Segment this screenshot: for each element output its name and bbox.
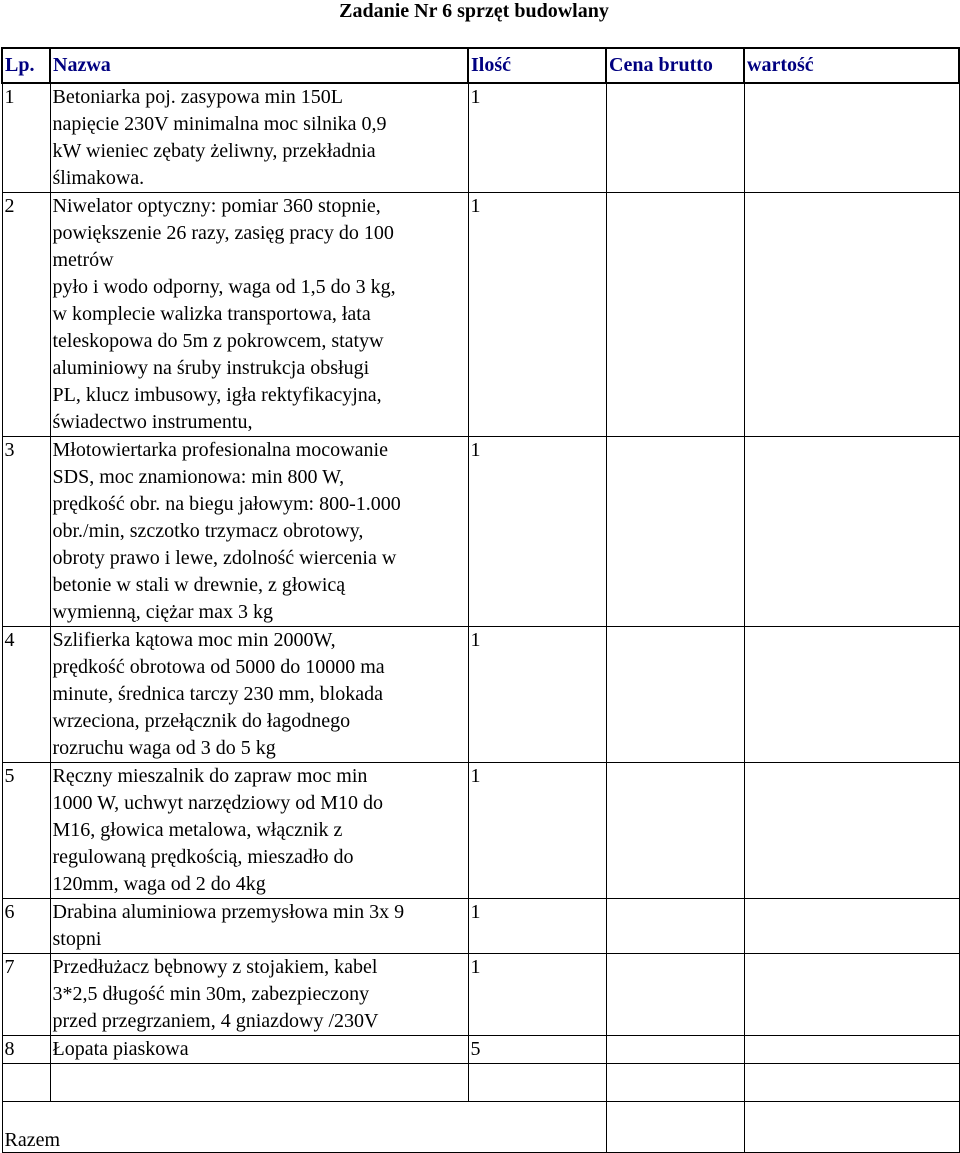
empty-cell[interactable] [606, 1064, 744, 1102]
header-lp: Lp. [2, 48, 50, 83]
row-qty: 1 [468, 763, 606, 899]
document-title: Zadanie Nr 6 sprzęt budowlany [339, 0, 609, 22]
empty-cell [468, 1064, 606, 1102]
row-value[interactable] [744, 437, 959, 627]
row-qty: 5 [468, 1036, 606, 1064]
table-row [2, 1036, 959, 1064]
row-name: Młotowiertarka profesionalna mocowanie SDS, moc znamionowa: min 800 W, prędkość obr. na biegu jałowym: 800-1.000 obr./min, szczotko trzymacz obrotowy, obroty prawo i lewe, zdolność wiercenia w betonie w stali w drewnie, z głowicą wymienną, ciężar max 3 kg [50, 437, 468, 627]
row-price[interactable] [606, 193, 744, 437]
row-name: Przedłużacz bębnowy z stojakiem, kabel 3*2,5 długość min 30m, zabezpieczony przed przegrzaniem, 4 gniazdowy /230V [50, 954, 468, 1036]
header-price: Cena brutto [606, 48, 744, 83]
table-header-row [2, 48, 959, 83]
table-row [2, 193, 959, 437]
table-row [2, 83, 959, 193]
header-value: wartość [744, 48, 959, 83]
row-qty: 1 [468, 437, 606, 627]
row-lp: 7 [2, 954, 50, 1036]
row-qty: 1 [468, 899, 606, 954]
summary-price[interactable] [606, 1102, 744, 1153]
row-lp: 8 [2, 1036, 50, 1064]
row-name: Łopata piaskowa [50, 1036, 468, 1064]
row-lp: 6 [2, 899, 50, 954]
row-lp: 3 [2, 437, 50, 627]
table-row [2, 437, 959, 627]
empty-cell [50, 1064, 468, 1102]
table-row [2, 627, 959, 763]
row-lp: 2 [2, 193, 50, 437]
table-row [2, 763, 959, 899]
row-qty: 1 [468, 193, 606, 437]
summary-value[interactable] [744, 1102, 959, 1153]
row-price[interactable] [606, 83, 744, 193]
header-name: Nazwa [50, 48, 468, 83]
empty-cell [2, 1064, 50, 1102]
row-lp: 5 [2, 763, 50, 899]
row-name: Drabina aluminiowa przemysłowa min 3x 9 stopni [50, 899, 468, 954]
row-lp: 1 [2, 83, 50, 193]
table-row [2, 954, 959, 1036]
row-value[interactable] [744, 1036, 959, 1064]
row-name: Betoniarka poj. zasypowa min 150L napięcie 230V minimalna moc silnika 0,9 kW wieniec zębaty żeliwny, przekładnia ślimakowa. [50, 83, 468, 193]
row-qty: 1 [468, 627, 606, 763]
row-price[interactable] [606, 899, 744, 954]
row-price[interactable] [606, 954, 744, 1036]
row-value[interactable] [744, 899, 959, 954]
row-value[interactable] [744, 627, 959, 763]
row-name: Ręczny mieszalnik do zapraw moc min 1000 W, uchwyt narzędziowy od M10 do M16, głowica metalowa, włącznik z regulowaną prędkością, mieszadło do 120mm, waga od 2 do 4kg [50, 763, 468, 899]
row-lp: 4 [2, 627, 50, 763]
row-name: Niwelator optyczny: pomiar 360 stopnie, powiększenie 26 razy, zasięg pracy do 100 metrów pyło i wodo odporny, waga od 1,5 do 3 kg, w komplecie walizka transportowa, łata teleskopowa do 5m z pokrowcem, statyw aluminiowy na śruby instrukcja obsługi PL, klucz imbusowy, igła rektyfikacyjna, świadectwo instrumentu, [50, 193, 468, 437]
row-price[interactable] [606, 627, 744, 763]
row-value[interactable] [744, 763, 959, 899]
empty-row [2, 1064, 959, 1102]
table-row [2, 899, 959, 954]
row-name: Szlifierka kątowa moc min 2000W, prędkość obrotowa od 5000 do 10000 ma minute, średnica tarczy 230 mm, blokada wrzeciona, przełącznik do łagodnego rozruchu waga od 3 do 5 kg [50, 627, 468, 763]
header-qty: Ilość [468, 48, 606, 83]
row-price[interactable] [606, 437, 744, 627]
row-price[interactable] [606, 1036, 744, 1064]
row-value[interactable] [744, 193, 959, 437]
row-qty: 1 [468, 83, 606, 193]
empty-cell[interactable] [744, 1064, 959, 1102]
summary-row [2, 1102, 959, 1153]
summary-label: Razem [2, 1102, 606, 1153]
row-price[interactable] [606, 763, 744, 899]
row-qty: 1 [468, 954, 606, 1036]
row-value[interactable] [744, 83, 959, 193]
row-value[interactable] [744, 954, 959, 1036]
items-table [1, 47, 960, 1153]
